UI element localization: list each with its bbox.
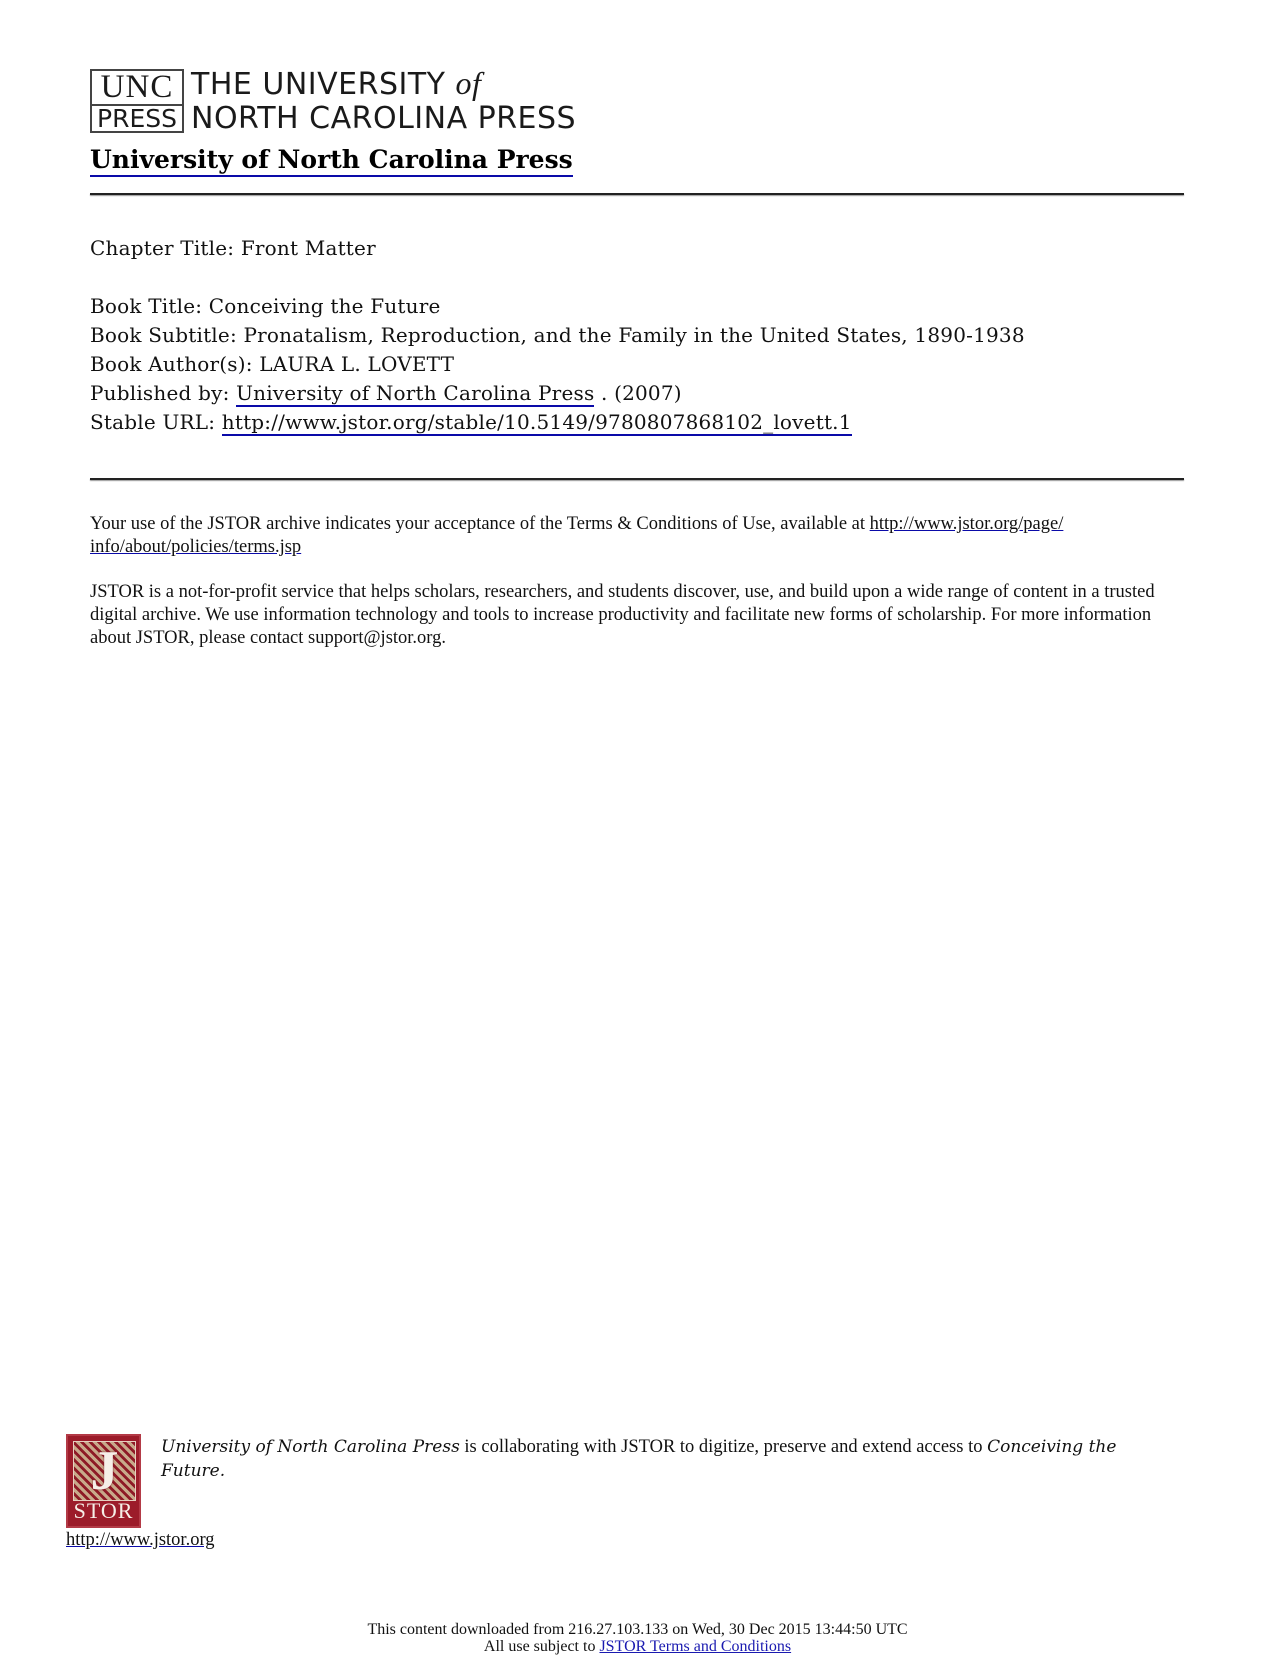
book-title	[90, 294, 441, 318]
unc-press-wordmark	[191, 66, 576, 136]
collab-publisher: University of North Carolina Press	[161, 1437, 460, 1457]
wordmark-line2: NORTH CAROLINA PRESS	[191, 101, 577, 136]
jstor-logo-j: J	[90, 1440, 119, 1502]
terms-notice	[0, 1638, 1275, 1655]
chapter-title-label: Chapter Title:	[90, 236, 241, 260]
book-title-label: Book Title:	[90, 294, 209, 318]
stable-url-link[interactable]: http://www.jstor.org/stable/10.5149/9780807868102_lovett.1	[221, 410, 852, 434]
jstor-terms-link[interactable]: JSTOR Terms and Conditions	[599, 1638, 792, 1655]
publisher-link[interactable]: University of North Carolina Press	[90, 145, 573, 177]
collab-end: .	[219, 1461, 226, 1481]
stable-url	[90, 410, 852, 434]
jstor-logo	[66, 1434, 141, 1528]
wordmark-of: of	[455, 65, 482, 101]
collaboration-statement	[161, 1435, 1181, 1483]
book-author-value: LAURA L. LOVETT	[259, 352, 455, 376]
terms-link[interactable]: http://www.jstor.org/page/ info/about/policies/terms.jsp	[90, 514, 1064, 557]
chapter-title	[90, 236, 376, 260]
chapter-title-value: Front Matter	[240, 236, 376, 260]
terms-text: Your use of the JSTOR archive indicates your acceptance of the Terms & Conditions of Use, available at	[90, 514, 870, 534]
unc-press-logo-box	[90, 69, 184, 133]
published-by-label: Published by:	[90, 381, 237, 405]
book-title-value: Conceiving the Future	[208, 294, 441, 318]
jstor-home-link[interactable]: http://www.jstor.org	[66, 1530, 215, 1550]
about-jstor-paragraph: JSTOR is a not-for-profit service that helps scholars, researchers, and students discover, use, and build upon a wide range of content in a trusted digital archive. We use information technology and tools to increase productivity and facilitate new forms of scholarship. For more information about JSTOR, please contact support@jstor.org.	[90, 582, 1155, 648]
divider-top	[90, 193, 1184, 195]
published-year: . (2007)	[594, 381, 682, 405]
divider-bottom	[90, 478, 1184, 480]
wordmark-line1: THE UNIVERSITY	[191, 67, 446, 102]
download-notice: This content downloaded from 216.27.103.133 on Wed, 30 Dec 2015 13:44:50 UTC	[367, 1621, 908, 1638]
jstor-logo-stor: STOR	[73, 1498, 134, 1523]
logo-box-press: PRESS	[97, 104, 177, 133]
terms-notice-prefix: All use subject to	[483, 1638, 600, 1655]
book-subtitle-label: Book Subtitle:	[90, 323, 244, 347]
collab-book: Conceiving the Future	[161, 1437, 1117, 1481]
book-author	[90, 352, 454, 376]
terms-paragraph	[90, 513, 1190, 559]
book-subtitle-value: Pronatalism, Reproduction, and the Family in the United States, 1890-1938	[243, 323, 1025, 347]
jstor-logo-ornament	[73, 1441, 136, 1501]
logo-box-unc: UNC	[92, 71, 182, 106]
published-by-link[interactable]: University of North Carolina Press	[236, 381, 595, 405]
book-subtitle	[90, 323, 1025, 347]
book-author-label: Book Author(s):	[90, 352, 260, 376]
published-by	[90, 381, 682, 405]
collab-middle: is collaborating with JSTOR to digitize, preserve and extend access to	[459, 1437, 988, 1457]
stable-url-label: Stable URL:	[90, 410, 222, 434]
